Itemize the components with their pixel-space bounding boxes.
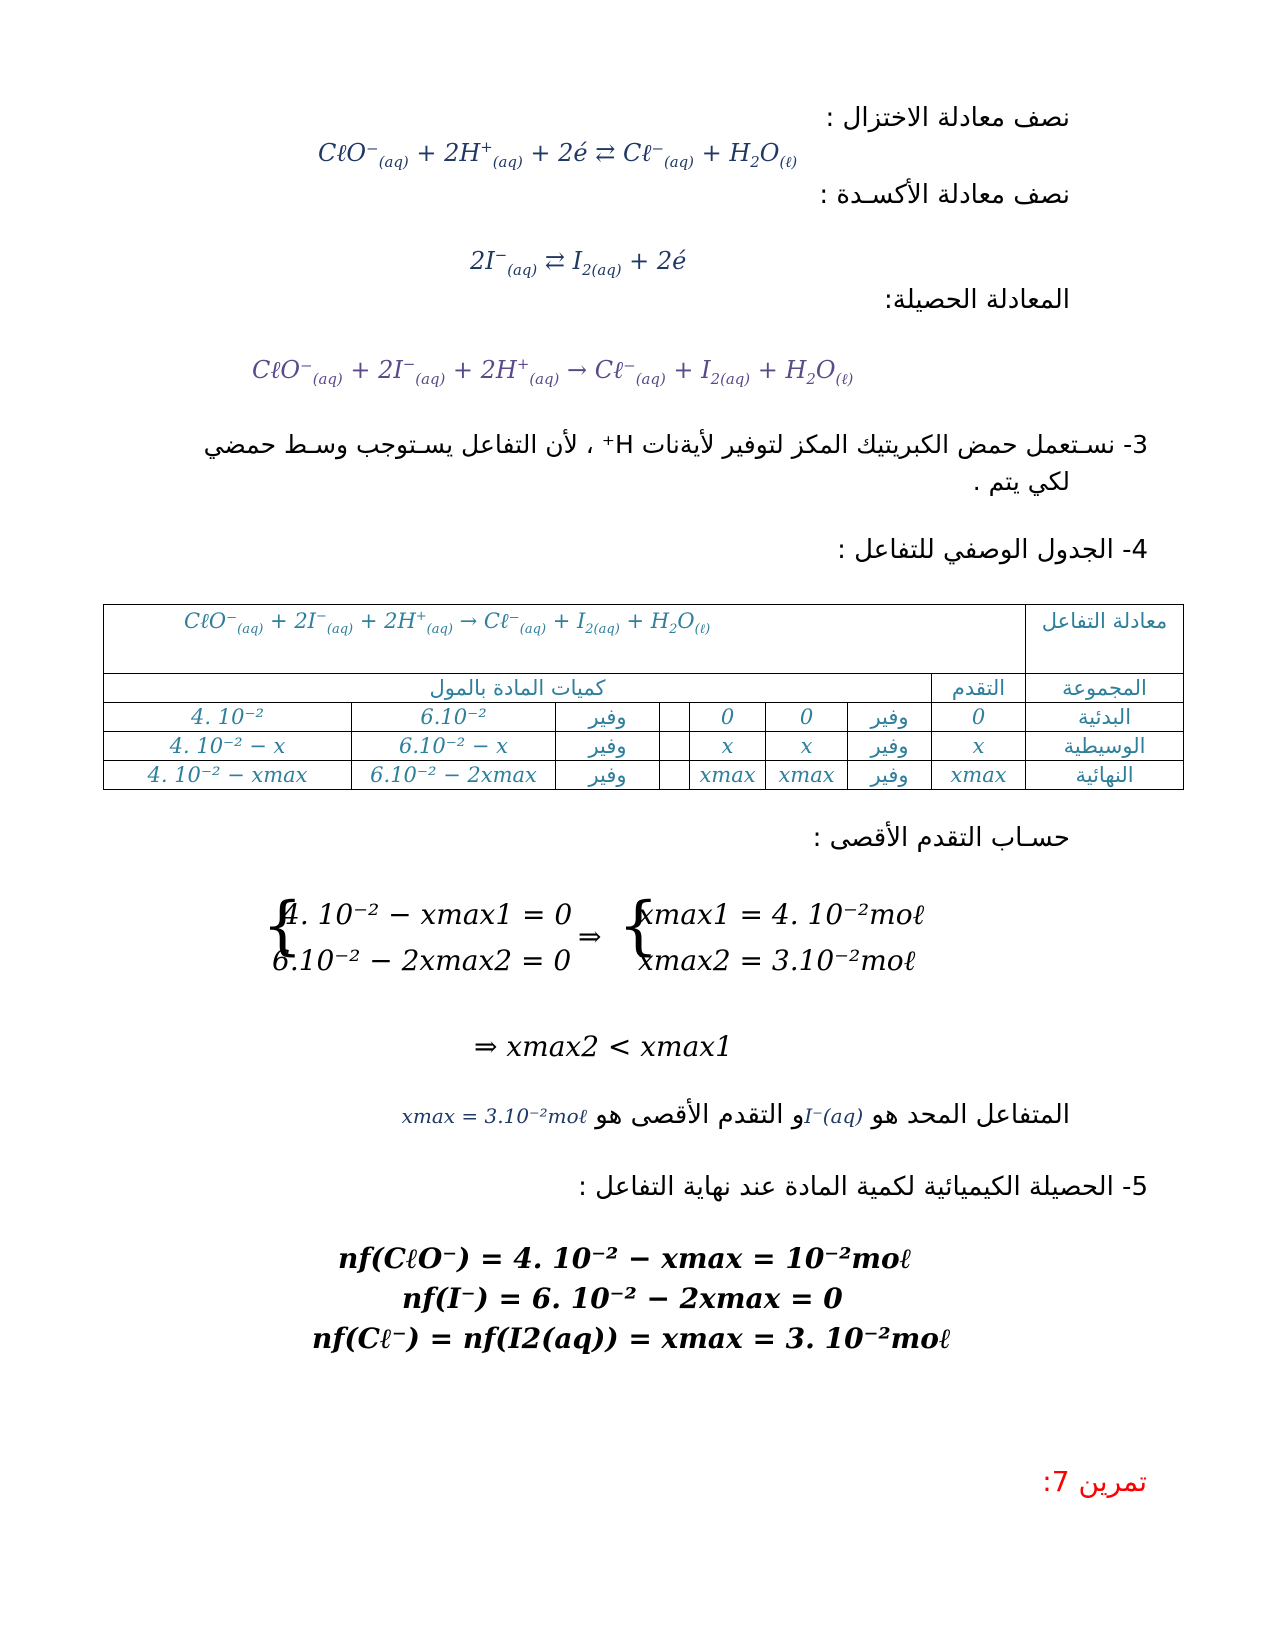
h-final: وفير: [556, 761, 660, 790]
overall-equation: $C\ell O^-_{(aq)} + 2I^-_{(aq)} + 2H^+_{(aq)}$ → $C\ell^-_{(aq)} + I_{2(aq)} + H_2O_{(\ell)}$: [252, 355, 854, 388]
group-header: المجموعة: [1026, 674, 1184, 703]
limiting-species: I⁻(aq): [804, 1104, 864, 1128]
system-2-line-1: xmax1 = 4. 10⁻²moℓ: [638, 898, 925, 931]
table-equation-header: معادلة التفاعل: [1026, 605, 1184, 674]
state-intermediate: الوسيطية: [1026, 732, 1184, 761]
xmax-calc-label: حسـاب التقدم الأقصى :: [812, 823, 1070, 853]
exercise-7-title: تمرين 7:: [1042, 1465, 1147, 1498]
oxidation-half-label: نصف معادلة الأكسـدة :: [819, 180, 1070, 210]
advance-header: التقدم: [932, 674, 1026, 703]
reduction-half-equation: $C\ell O^-_{(aq)} + 2H^+_{(aq)}$ + 2é ⇄ $C\ell^-_{(aq)} + H_2O_{(\ell)}$: [318, 138, 798, 171]
system-2-line-2: xmax2 = 3.10⁻²moℓ: [638, 944, 916, 977]
system-1-line-2: 6.10⁻² − 2xmax2 = 0: [272, 944, 572, 977]
i2-final: xmax: [766, 761, 848, 790]
h2o-intermediate: وفير: [848, 732, 932, 761]
table-header-row: [104, 674, 1184, 703]
clo-intermediate: 4. 10⁻² − x: [104, 732, 352, 761]
i-minus-initial: 6.10⁻²: [352, 703, 556, 732]
i-minus-final: 6.10⁻² − 2xmax: [352, 761, 556, 790]
final-balance-line-2: nf(I⁻) = 6. 10⁻² − 2xmax = 0: [402, 1282, 843, 1315]
final-balance-line-1: nf(CℓO⁻) = 4. 10⁻² − xmax = 10⁻²moℓ: [338, 1242, 912, 1275]
i2-initial: 0: [766, 703, 848, 732]
final-balance-line-3: nf(Cℓ⁻) = nf(I2(aq)) = xmax = 3. 10⁻²moℓ: [312, 1322, 951, 1355]
overall-equation-label: المعادلة الحصيلة:: [884, 285, 1070, 315]
h-intermediate: وفير: [556, 732, 660, 761]
i-minus-intermediate: 6.10⁻² − x: [352, 732, 556, 761]
item-4-label: 4- الجدول الوصفي للتفاعل :: [837, 535, 1148, 565]
xmax-value: xmax = 3.10⁻²moℓ: [401, 1104, 587, 1128]
state-initial: البدئية: [1026, 703, 1184, 732]
table-equation-cell: $C\ell O^-_{(aq)} + 2I^-_{(aq)} + 2H^+_{(aq)}$ → $C\ell^-_{(aq)} + I_{2(aq)} + H_2O_{(\ell)}$: [104, 605, 1026, 674]
progress-table: [103, 604, 1184, 790]
h-initial: وفير: [556, 703, 660, 732]
quantities-header: كميات المادة بالمول: [104, 674, 932, 703]
cl-initial: 0: [690, 703, 766, 732]
advance-intermediate: x: [932, 732, 1026, 761]
table-row: [104, 761, 1184, 790]
h2o-final: وفير: [848, 761, 932, 790]
state-final: النهائية: [1026, 761, 1184, 790]
implies-arrow: ⇒: [578, 920, 602, 953]
limiting-text: المتفاعل المحد هو: [871, 1100, 1070, 1130]
cl-final: xmax: [690, 761, 766, 790]
item-3-line-2: لكي يتم .: [972, 467, 1070, 496]
empty-cell: [660, 732, 690, 761]
cl-intermediate: x: [690, 732, 766, 761]
system-1-line-1: 4. 10⁻² − xmax1 = 0: [282, 898, 573, 931]
empty-cell: [660, 761, 690, 790]
xmax-comparison: ⇒ xmax2 < xmax1: [474, 1030, 733, 1063]
table-equation-row: [104, 605, 1184, 674]
i2-intermediate: x: [766, 732, 848, 761]
clo-final: 4. 10⁻² − xmax: [104, 761, 352, 790]
item-3-line-1: 3- نسـتعمل حمض الكبريتيك المكز لتوفير لأيةنات H⁺ ، لأن التفاعل يسـتوجب وسـط حمضي: [203, 430, 1148, 459]
clo-initial: 4. 10⁻²: [104, 703, 352, 732]
left-brace: {: [262, 889, 303, 963]
reduction-half-label: نصف معادلة الاختزال :: [825, 103, 1070, 133]
h2o-initial: وفير: [848, 703, 932, 732]
limiting-text-2: و التقدم الأقصى هو: [595, 1100, 805, 1130]
table-row: [104, 703, 1184, 732]
limiting-reagent-line: [402, 1100, 1070, 1130]
table-row: [104, 732, 1184, 761]
advance-initial: 0: [932, 703, 1026, 732]
item-5-label: 5- الحصيلة الكيميائية لكمية المادة عند نهاية التفاعل :: [578, 1172, 1148, 1202]
advance-final: xmax: [932, 761, 1026, 790]
empty-cell: [660, 703, 690, 732]
right-brace: {: [618, 889, 659, 963]
oxidation-half-equation: $2I^-_{(aq)}$ ⇄ $I_{2(aq)}$ + 2é: [470, 246, 687, 279]
